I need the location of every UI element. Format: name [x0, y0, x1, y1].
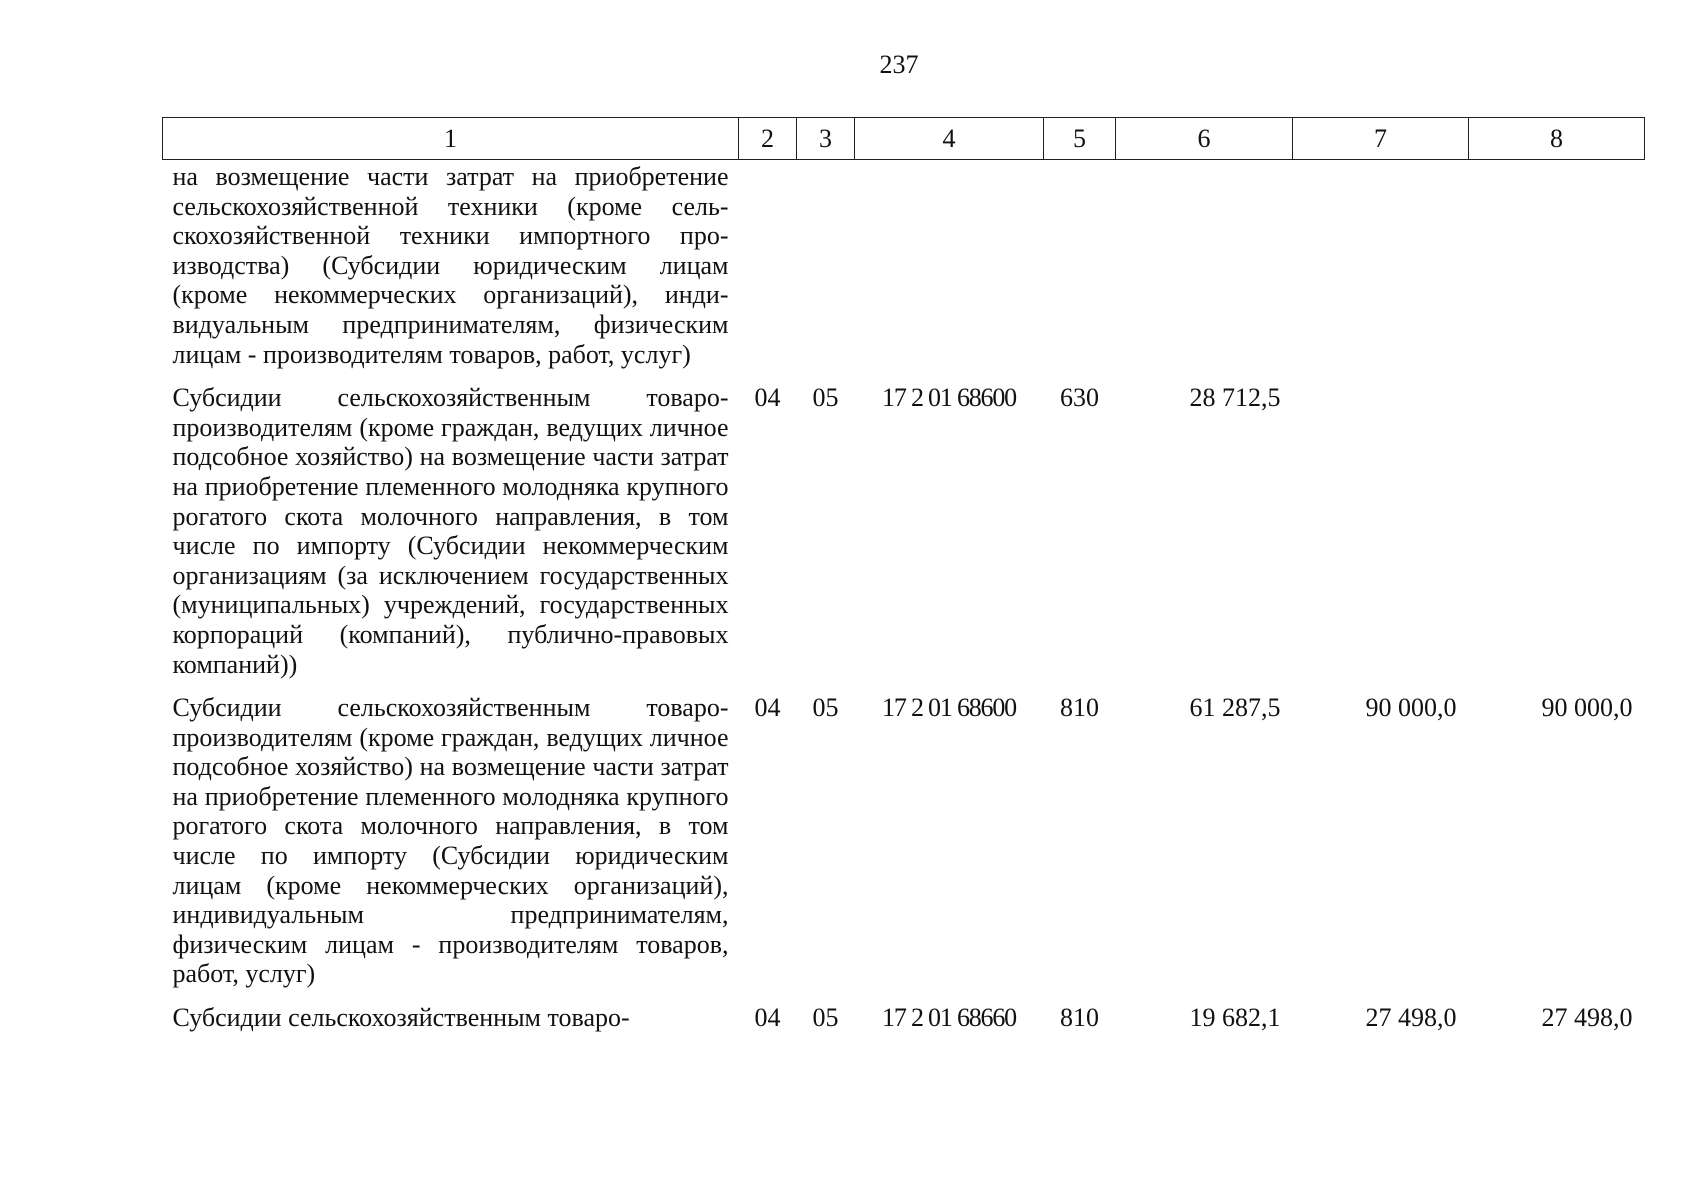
row-description: Субсидии сельскохозяйственным товаропроизводителям (кроме граждан, ведущих личное подсобное хозяйство) на возмещение части затрат на приобретение племенного молодняка крупного рогатого скота молочного направления, в том числе по импорту (Субсидии некоммерческим организациям (за исключением государственных (муниципальных) учреждений, государственных корпораций (компаний), публично-правовых компаний))	[172, 383, 729, 679]
row-expense-type: 630	[1060, 383, 1099, 413]
column-header-8: 8	[1469, 118, 1645, 160]
table-row	[163, 160, 1645, 384]
page-number: 237	[879, 50, 919, 79]
row-amount-3	[1469, 160, 1645, 384]
row-subsection: 05	[812, 383, 839, 413]
column-header-7: 7	[1293, 118, 1469, 160]
row-description: Субсидии сельскохозяйственным товаропроизводителям (кроме граждан, ведущих личное подсобное хозяйство) на возмещение части затрат на приобретение племенного молодняка крупного рогатого скота молочного направления, в том числе по импорту (Субсидии юридическим лицам (кроме некоммерческих организаций), индивидуальным предпринимателям, физическим лицам - производителям товаров, работ, услуг)	[172, 693, 729, 989]
row-description: на возмещение части затрат на приобретение сельскохозяйственной техники (кроме сельскохозяйственной техники импортного производства) (Субсидии юридическим лицам (кроме некоммерческих организаций), индивидуальным предпринимателям, физическим лицам - производителям товаров, работ, услуг)	[172, 162, 729, 369]
column-header-6: 6	[1116, 118, 1293, 160]
row-amount-2: 27 498,0	[1365, 1003, 1457, 1033]
row-section: 04	[754, 1003, 781, 1033]
row-target-article	[855, 160, 1044, 384]
row-amount-1	[1116, 160, 1293, 384]
row-expense-type: 810	[1060, 1003, 1099, 1033]
budget-table	[162, 117, 1645, 1047]
row-amount-3: 27 498,0	[1541, 1003, 1633, 1033]
column-header-3: 3	[797, 118, 855, 160]
row-subsection	[797, 160, 855, 384]
column-number-header-row	[163, 118, 1645, 160]
row-amount-3: 90 000,0	[1541, 693, 1633, 723]
table-row	[163, 1003, 1645, 1047]
row-subsection: 05	[812, 1003, 839, 1033]
row-subsection: 05	[812, 693, 839, 723]
table-row	[163, 383, 1645, 693]
column-header-5: 5	[1044, 118, 1116, 160]
row-amount-1: 28 712,5	[1189, 383, 1281, 413]
row-section: 04	[754, 693, 781, 723]
row-target-article: 17 2 01 68660	[882, 1003, 1016, 1033]
column-header-4: 4	[855, 118, 1044, 160]
row-description: Субсидии сельскохозяйственным товаро-	[172, 1003, 630, 1033]
column-header-1: 1	[163, 118, 739, 160]
row-target-article: 17 2 01 68600	[882, 693, 1016, 723]
row-target-article: 17 2 01 68600	[882, 383, 1016, 413]
row-expense-type: 810	[1060, 693, 1099, 723]
table-row	[163, 693, 1645, 1003]
column-header-2: 2	[739, 118, 797, 160]
row-amount-2	[1293, 383, 1469, 693]
row-section	[739, 160, 797, 384]
row-amount-1: 61 287,5	[1189, 693, 1281, 723]
row-amount-3	[1469, 383, 1645, 693]
row-section: 04	[754, 383, 781, 413]
row-amount-2: 90 000,0	[1365, 693, 1457, 723]
row-amount-2	[1293, 160, 1469, 384]
row-amount-1: 19 682,1	[1189, 1003, 1281, 1033]
row-expense-type	[1044, 160, 1116, 384]
